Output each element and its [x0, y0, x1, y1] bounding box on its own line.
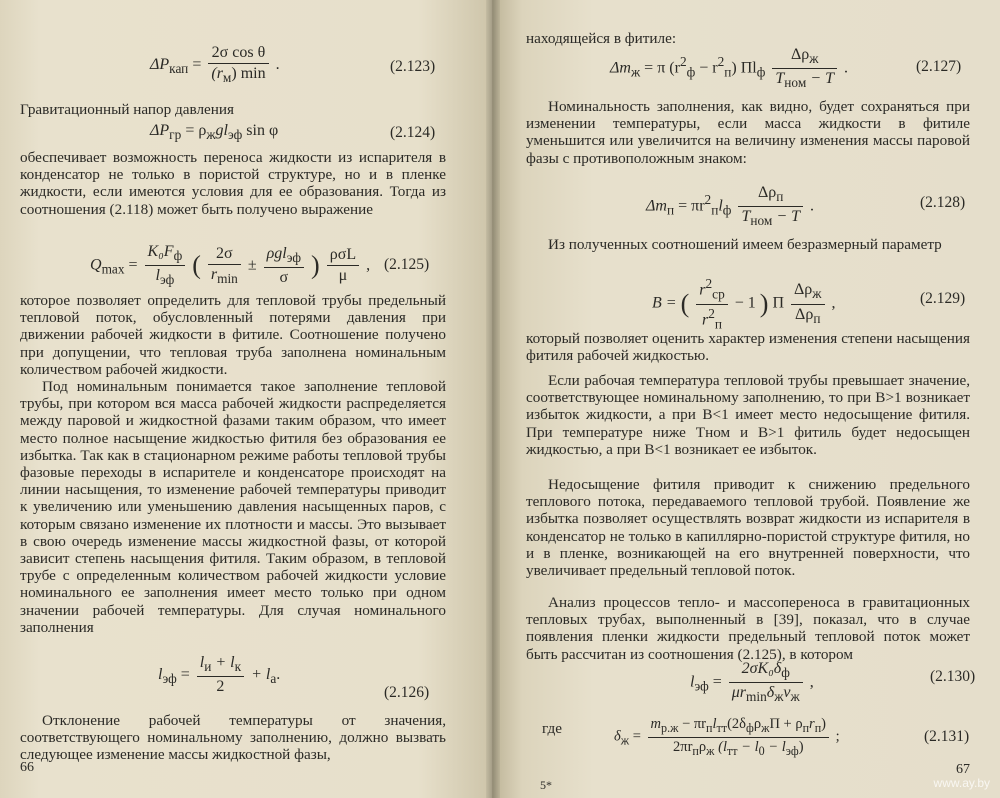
equation-number-2-127: (2.127) — [916, 58, 962, 75]
equation-2-125: $Q_{max}$ = $\frac{K_0F_ф}{l_{эф}}$ ( $\frac{2\sigma}{r_{min}}$ ± $\frac{\rho gl_{эф}}{\sigma}$ ) $\frac{\text{ρσL}}{\mu}$ , — [90, 243, 371, 288]
equation-number-2-123: (2.123) — [390, 58, 436, 75]
page-number-right: 67 — [956, 762, 970, 777]
paragraph-gravity-analysis: Анализ процессов тепло- и массопереноса в гравитационных тепловых трубах, выполненный в [39], показал, что в случае появления пленки жидкости предельный тепловой поток может быть рассчитан из соотношения (2.125), в котором — [526, 594, 970, 663]
paragraph-gravitational-head: Гравитационный напор давления — [20, 101, 235, 118]
equation-2-123: $\Delta P_{кап}$ = $\frac{\text{2σ cos θ}}{(r_м) \min}$ . — [150, 44, 280, 86]
equation-2-127: $\Delta m_ж = \pi$ $(r^2_ф - r^2_п)$ $Пl_ф$ $\frac{\Delta\rho_ж}{T_{ном} - T}$ . — [610, 46, 848, 91]
equation-number-2-124: (2.124) — [390, 124, 436, 141]
equation-number-2-126: (2.126) — [384, 684, 430, 701]
paragraph-undersaturation: Недосыщение фитиля приводит к снижению предельного теплового потока, передаваемого тепловой трубой. Появление же избытка позволяет осуществлять возврат жидкости из испарителя в конденсатор не только в капиллярно-пористой структуре фитиля, но и в пленке, возникающей на его внутренней поверхности, что увеличивает предельный тепловой поток. — [526, 476, 970, 580]
watermark: www.ay.by — [933, 776, 990, 790]
paragraph-saturation-character: который позволяет оценить характер изменения степени насыщения фитиля рабочей жидкостью. — [526, 330, 970, 365]
equation-2-128: $\Delta m_п = \pi r^2_пl_ф$ $\frac{\Delta\rho_п}{T_{ном} - T}$ . — [646, 184, 815, 229]
equation-2-130: $l_{эф}$ = $\frac{2\sigma K_0\delta_ф}{\mu r_{min}\delta_ж\nu_ж}$ , — [690, 660, 814, 705]
paragraph-nominal-retention: Номинальность заполнения, как видно, будет сохраняться при изменении температуры, если масса жидкости в фитиле уменьшится или увеличится на величину изменения массы паровой фазы с противоположным знаком: — [526, 98, 970, 167]
paragraph-excess-liquid: Если рабочая температура тепловой трубы превышает значение, соответствующее номинальному заполнению, то при B>1 возникает избыток жидкости, а при B<1 имеет место недосыщение фитиля. При температуре ниже Tном и B>1 фитиль будет недосыщен жидкостью, а при B<1 возникает ее избыток. — [526, 372, 970, 458]
equation-2-131: $\delta_ж$ = $\frac{m_{р.ж} - \pi r_пl_{тт}(2\delta_ф\rho_жП + \rho_пr_п)}{2\pi r_п\rho_ж (l_{тт} - l_0 - l_{эф})}$ ; — [614, 716, 840, 758]
paragraph-where: где — [542, 720, 562, 737]
book-gutter — [486, 0, 500, 798]
equation-number-2-130: (2.130) — [930, 668, 976, 685]
equation-number-2-128: (2.128) — [920, 194, 966, 211]
equation-number-2-125: (2.125) — [384, 256, 430, 273]
equation-2-124: $\Delta P_{гр} = \rho_жgl_{эф}$ sin φ — [150, 122, 279, 143]
paragraph-film-transport: обеспечивает возможность переноса жидкости из испарителя в конденсатор не только в пористой структуре, но и в пленке жидкости, если имеются условия для ее образования. Тогда из соотношения (2.118) может быть получено выражение — [20, 149, 446, 218]
equation-number-2-131: (2.131) — [924, 728, 970, 745]
paragraph-limit-heat-flux: которое позволяет определить для тепловой трубы предельный тепловой поток, обусловленный потерями давления при движении рабочей жидкости в фитиле. Соотношение получено при допущении, что тепловая труба заполнена номинальным количеством рабочей жидкости. — [20, 292, 446, 378]
equation-2-126: $l_{эф}$ = $\frac{l_и + l_к}{2}$ + $l_a$. — [158, 654, 281, 696]
paragraph-temperature-deviation: Отклонение рабочей температуры от значения, соответствующего номинальному заполнению, должно вызвать следующее изменение массы жидкостной фазы, — [20, 712, 446, 764]
paragraph-in-wick: находящейся в фитиле: — [526, 30, 677, 47]
equation-2-129: B = ( $\frac{r^2_{ср}}{r^2_п}$ − 1 ) П $\frac{\Delta\rho_ж}{\Delta\rho_п}$ , — [652, 276, 836, 332]
equation-number-2-129: (2.129) — [920, 290, 966, 307]
page-number-left: 66 — [20, 760, 34, 775]
paragraph-nominal-filling: Под номинальным понимается такое заполнение тепловой трубы, при котором вся масса рабочей жидкости распределяется между паровой и жидкостной фазами таким образом, что имеет место полное насыщение жидкостью фитиля без образования ее избытка. Так как в стационарном режиме работы тепловой трубы фазовые переходы в испарителе и конденсаторе происходят на линии насыщения, то изменение рабочей температуры приводит к увеличению или уменьшению давления насыщенных паров, с которым связано изменение их плотности и массы. Это вызывает в свою очередь изменение массы жидкостной фазы, от которой зависит степень насыщения фитиля. Таким образом, в тепловой трубе с определенным количеством рабочей жидкости условие номинального ее заполнения имеет место только при одном значении рабочей температуры. Для случая номинального заполнения — [20, 378, 446, 636]
paragraph-dimensionless-parameter: Из полученных соотношений имеем безразмерный параметр — [548, 236, 942, 253]
signature-mark: 5* — [540, 778, 552, 792]
